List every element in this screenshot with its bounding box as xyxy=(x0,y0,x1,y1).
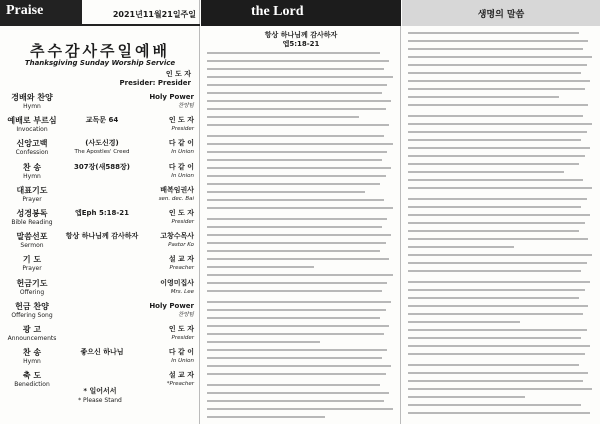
worship-item-label xyxy=(6,162,58,181)
text-line xyxy=(408,64,587,66)
worship-item-label-ko: 기 도 xyxy=(22,255,42,265)
text-line xyxy=(408,289,585,291)
worship-item-label-ko: 헌금 찬양 xyxy=(15,301,49,311)
text-line xyxy=(207,274,393,276)
worship-item-label-ko: 예배로 부르심 xyxy=(7,116,57,126)
worship-item-leader-en: 찬양팀 xyxy=(178,311,194,318)
sermon-header-band xyxy=(201,0,401,26)
text-line xyxy=(207,218,387,220)
text-line xyxy=(408,155,585,157)
text-line xyxy=(207,250,380,252)
text-line xyxy=(408,56,592,58)
worship-item-row xyxy=(6,301,194,327)
worship-item-leader-ko: Holy Power xyxy=(149,93,194,101)
praise-header xyxy=(0,0,200,26)
text-line xyxy=(408,80,590,82)
worship-item-leader-en: Pastor Ko xyxy=(168,242,194,249)
worship-item-label-en: Prayer xyxy=(22,265,42,273)
text-line xyxy=(408,88,585,90)
text-line xyxy=(207,207,393,209)
worship-item-label-en: Offering Song xyxy=(11,311,53,319)
worship-item-label xyxy=(6,254,58,273)
text-line xyxy=(408,281,590,283)
text-line xyxy=(207,183,380,185)
text-line xyxy=(408,337,581,339)
text-line xyxy=(408,163,579,165)
worship-item-leader-ko: 설 교 자 xyxy=(168,255,194,264)
worship-item-content xyxy=(62,208,142,218)
text-line xyxy=(207,349,387,351)
worship-item-label xyxy=(6,208,58,227)
worship-item-label xyxy=(6,347,58,366)
worship-item-label xyxy=(6,278,58,297)
text-line xyxy=(408,313,583,315)
text-line xyxy=(408,372,588,374)
standing-note-ko: * 일어서서 xyxy=(83,387,117,395)
text-line xyxy=(207,76,393,78)
text-line xyxy=(207,325,389,327)
worship-item-leader xyxy=(140,208,194,226)
worship-item-content xyxy=(62,162,142,172)
worship-item-content-ko: 교독문 64 xyxy=(85,116,119,125)
worship-item-row xyxy=(6,254,194,280)
text-line xyxy=(207,68,384,70)
worship-item-leader xyxy=(140,162,194,180)
text-line xyxy=(207,124,389,126)
text-line xyxy=(408,72,581,74)
text-line xyxy=(408,123,592,125)
worship-item-label-ko: 말씀선포 xyxy=(16,232,48,242)
meditation-column xyxy=(402,0,600,424)
worship-item-label-en: Hymn xyxy=(23,172,41,180)
text-line xyxy=(408,270,581,272)
text-line xyxy=(207,408,393,410)
worship-item-label-ko: 신앙고백 xyxy=(16,139,48,149)
standing-note-en: * Please Stand xyxy=(78,397,122,404)
worship-item-leader-en: sen. dec. Bai xyxy=(158,195,194,202)
text-line xyxy=(408,230,579,232)
worship-item-leader xyxy=(140,347,194,365)
worship-item-label xyxy=(6,115,58,134)
text-line xyxy=(408,96,559,98)
text-line xyxy=(408,139,581,141)
text-line xyxy=(207,282,387,284)
worship-item-label-en: Bible Reading xyxy=(11,219,53,226)
meditation-body-text xyxy=(408,32,594,420)
text-line xyxy=(408,171,564,173)
text-line xyxy=(207,60,389,62)
standing-note xyxy=(0,387,200,405)
worship-item-label-ko: 찬 송 xyxy=(22,162,42,172)
text-line xyxy=(207,242,386,244)
presider-line xyxy=(120,70,191,88)
worship-item-label-en: Sermon xyxy=(20,242,44,250)
text-line xyxy=(408,345,590,347)
text-line xyxy=(408,179,583,181)
presider-ko: 인 도 자 xyxy=(165,70,191,78)
worship-item-leader-en: In Union xyxy=(171,149,194,156)
worship-item-content-ko: (사도신경) xyxy=(85,139,119,148)
text-line xyxy=(408,198,587,200)
worship-item-leader xyxy=(140,370,194,388)
presider-en: Presider: Presider xyxy=(119,79,191,87)
text-line xyxy=(207,357,382,359)
praise-header-label: Praise xyxy=(6,3,44,18)
text-line xyxy=(207,373,386,375)
worship-item-label xyxy=(6,301,58,320)
text-line xyxy=(207,92,382,94)
worship-item-content-ko: 엡Eph 5:18-21 xyxy=(74,209,130,217)
worship-item-label xyxy=(6,138,58,157)
worship-item-leader xyxy=(140,324,194,342)
worship-item-leader xyxy=(140,301,194,319)
worship-item-leader xyxy=(140,231,194,249)
text-line xyxy=(408,222,585,224)
text-line xyxy=(408,297,579,299)
text-line xyxy=(408,329,587,331)
worship-item-label-en: Announcements xyxy=(7,335,57,342)
text-line xyxy=(207,167,391,169)
worship-item-leader-en: Presider xyxy=(171,219,194,225)
worship-item-leader-ko: 고창수목사 xyxy=(160,232,194,241)
worship-item-content-ko: 307장(새588장) xyxy=(74,162,130,171)
worship-item-content xyxy=(62,231,142,241)
worship-item-label-en: Offering xyxy=(19,288,45,296)
text-line xyxy=(207,400,384,402)
text-line xyxy=(408,380,583,382)
worship-item-leader-en: Presider xyxy=(171,126,194,133)
text-line xyxy=(207,84,387,86)
text-line xyxy=(207,258,389,260)
worship-item-leader-en: Mrs. Lee xyxy=(170,288,194,295)
worship-item-label-en: Hymn xyxy=(23,103,41,110)
sermon-reference: 엡5:18-21 xyxy=(282,40,320,48)
text-line xyxy=(408,364,579,366)
worship-item-label-en: Hymn xyxy=(23,358,41,366)
text-line xyxy=(207,317,380,319)
text-line xyxy=(408,262,587,264)
text-line xyxy=(408,187,592,189)
worship-item-leader-ko: 인 도 자 xyxy=(168,116,194,125)
worship-item-row xyxy=(6,138,194,164)
worship-item-leader-ko: 이영미집사 xyxy=(160,278,194,287)
worship-item-label xyxy=(6,231,58,250)
worship-item-content xyxy=(62,138,142,156)
text-line xyxy=(207,301,391,303)
text-line xyxy=(408,254,592,256)
worship-item-label xyxy=(6,92,58,111)
worship-item-content xyxy=(62,347,142,357)
worship-item-leader xyxy=(140,92,194,110)
worship-item-content-ko: 좋으신 하나님 xyxy=(80,348,124,357)
text-line xyxy=(207,416,325,418)
text-line xyxy=(408,246,514,248)
sermon-header-label: the Lord xyxy=(251,4,304,19)
sermon-body-text xyxy=(207,52,395,418)
worship-item-row xyxy=(6,324,194,350)
worship-item-label xyxy=(6,324,58,343)
worship-item-row xyxy=(6,231,194,257)
worship-item-label-en: Benediction xyxy=(14,381,50,389)
worship-item-leader-ko: 인 도 자 xyxy=(168,209,194,217)
worship-item-leader-en: In Union xyxy=(171,172,194,179)
worship-item-leader xyxy=(140,138,194,156)
text-line xyxy=(207,116,359,118)
worship-item-content-ko: 항상 하나님께 감사하자 xyxy=(65,232,139,241)
worship-item-label-ko: 헌금기도 xyxy=(16,278,48,288)
worship-item-leader-ko: 설 교 자 xyxy=(168,371,194,380)
text-line xyxy=(207,108,386,110)
service-date: 2021년11월21일주일 xyxy=(112,10,196,19)
text-line xyxy=(207,365,391,367)
worship-item-leader-ko: 다 같 이 xyxy=(168,348,194,357)
text-line xyxy=(207,341,320,343)
worship-item-row xyxy=(6,115,194,141)
worship-item-leader-en: *Preacher xyxy=(166,381,194,388)
worship-item-leader-en: 찬양팀 xyxy=(178,103,194,109)
worship-item-leader-ko: Holy Power xyxy=(149,301,194,310)
worship-item-content-en: The Apostles' Creed xyxy=(74,149,130,156)
text-line xyxy=(408,388,592,390)
sermon-column xyxy=(201,0,401,424)
worship-item-row xyxy=(6,278,194,304)
text-line xyxy=(207,199,384,201)
text-line xyxy=(207,226,382,228)
worship-item-row xyxy=(6,162,194,188)
text-line xyxy=(207,135,384,137)
worship-item-label-en: Invocation xyxy=(16,126,48,134)
service-title-ko: 추수감사주일예배 xyxy=(30,42,170,60)
text-line xyxy=(207,100,391,102)
text-line xyxy=(408,104,588,106)
text-line xyxy=(207,191,365,193)
text-line xyxy=(207,175,386,177)
worship-item-label-ko: 경배와 찬양 xyxy=(11,93,53,102)
text-line xyxy=(207,309,386,311)
worship-item-leader xyxy=(140,185,194,203)
worship-item-label-en: Prayer xyxy=(22,195,42,203)
worship-item-leader xyxy=(140,115,194,133)
worship-item-label-ko: 성경봉독 xyxy=(16,209,48,218)
text-line xyxy=(408,305,588,307)
worship-item-label-ko: 대표기도 xyxy=(16,185,48,195)
worship-item-label-ko: 축 도 xyxy=(22,371,42,381)
worship-item-leader-en: In Union xyxy=(171,358,194,365)
service-title-en: Thanksgiving Sunday Worship Service xyxy=(24,59,176,67)
worship-item-leader-ko: 다 같 이 xyxy=(168,139,194,148)
order-of-worship-column xyxy=(0,0,200,424)
text-line xyxy=(408,48,583,50)
meditation-title: 생명의 말씀 xyxy=(477,10,525,20)
worship-item-row xyxy=(6,92,194,118)
text-line xyxy=(207,52,380,54)
worship-item-label xyxy=(6,185,58,204)
text-line xyxy=(408,412,590,414)
worship-item-leader xyxy=(140,278,194,296)
worship-item-label-ko: 찬 송 xyxy=(22,348,42,358)
worship-item-leader-ko: 다 같 이 xyxy=(168,162,194,171)
text-line xyxy=(207,159,382,161)
text-line xyxy=(207,234,391,236)
text-line xyxy=(408,40,588,42)
worship-item-leader-ko: 인 도 자 xyxy=(168,325,194,333)
text-line xyxy=(408,396,525,398)
sermon-title: 항상 하나님께 감사하자 xyxy=(264,31,338,39)
worship-item-content xyxy=(62,115,142,125)
text-line xyxy=(207,290,382,292)
text-line xyxy=(207,143,393,145)
worship-item-leader-ko: 배복임권사 xyxy=(160,185,194,194)
worship-item-row xyxy=(6,185,194,211)
text-line xyxy=(408,404,581,406)
text-line xyxy=(207,392,389,394)
worship-item-row xyxy=(6,208,194,234)
text-line xyxy=(408,32,579,34)
text-line xyxy=(408,115,583,117)
worship-item-label-ko: 광 고 xyxy=(22,325,42,334)
worship-item-leader-en: Preacher xyxy=(169,265,194,272)
text-line xyxy=(207,151,387,153)
text-line xyxy=(408,238,588,240)
text-line xyxy=(408,353,585,355)
text-line xyxy=(408,206,581,208)
text-line xyxy=(408,147,590,149)
worship-item-leader xyxy=(140,254,194,272)
praise-header-band xyxy=(0,0,82,26)
text-line xyxy=(207,333,384,335)
text-line xyxy=(408,131,587,133)
text-line xyxy=(207,266,314,268)
text-line xyxy=(207,384,380,386)
worship-item-label-en: Confession xyxy=(15,149,49,157)
worship-item-leader-en: Presider xyxy=(171,335,194,341)
text-line xyxy=(408,214,590,216)
meditation-header xyxy=(402,0,600,26)
text-line xyxy=(408,321,520,323)
worship-item-row xyxy=(6,347,194,373)
